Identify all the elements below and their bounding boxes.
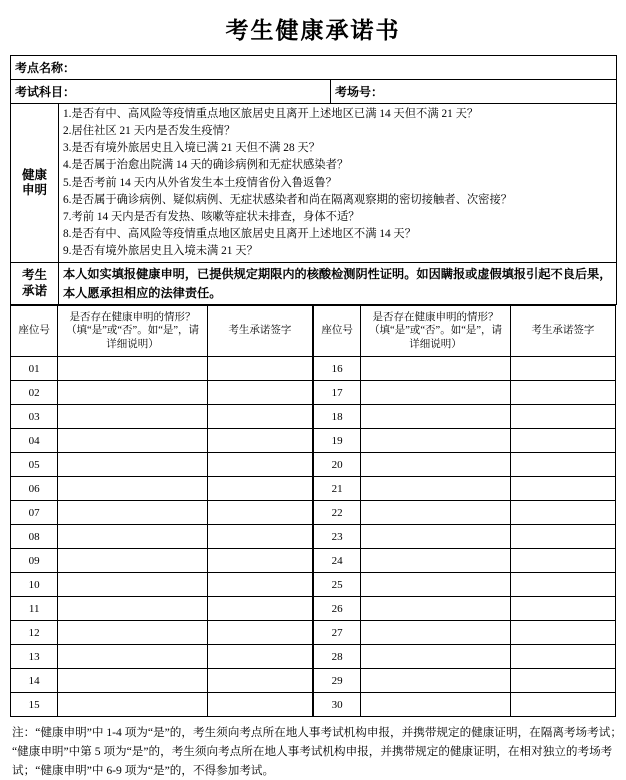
seat-no-cell: 01 [11,357,58,381]
declaration-item-3: 3.是否有境外旅居史且入境已满 21 天但不满 28 天？ [63,142,321,155]
subject-room-row [11,80,617,104]
declaration-cell[interactable] [361,645,510,669]
table-row [314,549,616,573]
seat-no-cell: 09 [11,549,58,573]
declaration-cell[interactable] [361,453,510,477]
table-row [314,669,616,693]
commitment-label: 考生 承诺 [11,263,59,305]
declaration-cell[interactable] [58,693,207,717]
declaration-header: 是否存在健康申明的情形？（填“是”或“否”。如“是”，请详细说明） [58,306,207,357]
seat-no-cell: 19 [314,429,361,453]
declaration-cell[interactable] [361,669,510,693]
signature-cell[interactable] [207,477,312,501]
signature-cell[interactable] [207,357,312,381]
declaration-header: 是否存在健康申明的情形？（填“是”或“否”。如“是”，请详细说明） [361,306,510,357]
signature-cell[interactable] [510,621,615,645]
table-row [11,669,313,693]
table-row [11,405,313,429]
declaration-item-2: 2.居住社区 21 天内是否发生疫情？ [63,125,236,138]
declaration-cell[interactable] [58,621,207,645]
table-row [314,693,616,717]
seat-no-cell: 04 [11,429,58,453]
declaration-cell[interactable] [361,525,510,549]
commitment-row [11,263,617,305]
signature-cell[interactable] [207,381,312,405]
declaration-cell[interactable] [58,597,207,621]
signature-cell[interactable] [510,693,615,717]
signature-cell[interactable] [207,669,312,693]
declaration-cell[interactable] [58,501,207,525]
declaration-cell[interactable] [58,645,207,669]
seat-no-cell: 23 [314,525,361,549]
seat-no-cell: 25 [314,573,361,597]
health-declaration-items [59,104,617,263]
footer-notes [10,717,622,780]
seat-no-cell: 11 [11,597,58,621]
signature-cell[interactable] [510,381,615,405]
note-line-3: 试；“健康申明”中 6-9 项为“是”的，不得参加考试。 [12,763,275,777]
signature-cell[interactable] [207,525,312,549]
signature-cell[interactable] [207,549,312,573]
declaration-item-9: 9.是否有境外旅居史且入境未满 21 天？ [63,245,258,258]
seat-no-cell: 21 [314,477,361,501]
declaration-cell[interactable] [58,381,207,405]
signature-cell[interactable] [510,525,615,549]
table-row [314,597,616,621]
table-row [314,525,616,549]
declaration-cell[interactable] [361,429,510,453]
signature-cell[interactable] [510,669,615,693]
seat-no-cell: 05 [11,453,58,477]
declaration-cell[interactable] [361,357,510,381]
table-row [314,621,616,645]
table-row [314,501,616,525]
signature-cell[interactable] [510,501,615,525]
seat-no-cell: 18 [314,405,361,429]
declaration-cell[interactable] [58,453,207,477]
seat-no-cell: 24 [314,549,361,573]
seat-no-cell: 14 [11,669,58,693]
seat-tables [10,305,616,717]
table-row [11,477,313,501]
declaration-cell[interactable] [58,477,207,501]
health-declaration-label: 健康 申明 [11,104,59,263]
declaration-item-6: 6.是否属于确诊病例、疑似病例、无症状感染者和尚在隔离观察期的密切接触者、次密接？ [63,193,513,206]
room-label: 考场号： [331,80,617,104]
seat-no-cell: 30 [314,693,361,717]
seat-no-cell: 28 [314,645,361,669]
table-row [11,621,313,645]
signature-cell[interactable] [207,597,312,621]
health-declaration-row [11,104,617,263]
note-line-1: 注：“健康申明”中 1-4 项为“是”的，考生须向考点所在地人事考试机构申报，并携带规定的健康证明，在隔离考场考试； [12,726,622,739]
signature-cell[interactable] [510,549,615,573]
table-row [11,381,313,405]
table-row [11,429,313,453]
signature-header: 考生承诺签字 [207,306,312,357]
form-table [10,55,617,305]
seat-no-cell: 03 [11,405,58,429]
seat-body-left [11,357,313,717]
signature-cell[interactable] [207,573,312,597]
seat-no-cell: 07 [11,501,58,525]
declaration-cell[interactable] [58,549,207,573]
seat-no-cell: 17 [314,381,361,405]
seat-no-header: 座位号 [314,306,361,357]
seat-no-cell: 26 [314,597,361,621]
seat-no-cell: 12 [11,621,58,645]
seat-table-right [313,305,616,717]
declaration-cell[interactable] [361,573,510,597]
table-row [11,597,313,621]
seat-no-cell: 06 [11,477,58,501]
declaration-cell[interactable] [361,621,510,645]
signature-cell[interactable] [207,429,312,453]
declaration-item-4: 4.是否属于治愈出院满 14 天的确诊病例和无症状感染者？ [63,159,349,172]
table-row [314,381,616,405]
table-row [314,645,616,669]
exam-site-label: 考点名称： [11,56,617,80]
signature-cell[interactable] [510,573,615,597]
table-row [314,357,616,381]
table-row [11,453,313,477]
seat-no-cell: 13 [11,645,58,669]
signature-header: 考生承诺签字 [510,306,615,357]
seat-table-left [10,305,313,717]
declaration-item-1: 1.是否有中、高风险等疫情重点地区旅居史且离开上述地区已满 14 天但不满 21 天？ [63,108,479,120]
declaration-cell[interactable] [58,669,207,693]
table-row [11,357,313,381]
table-row [314,405,616,429]
declaration-item-8: 8.是否有中、高风险等疫情重点地区旅居史且离开上述地区不满 14 天？ [63,228,417,241]
table-row [314,453,616,477]
table-row [314,477,616,501]
declaration-cell[interactable] [361,381,510,405]
seat-no-cell: 08 [11,525,58,549]
commitment-text: 本人如实填报健康申明，已提供规定期限内的核酸检测阴性证明。如因瞒报或虚假填报引起不良后果，本人愿承担相应的法律责任。 [59,263,617,305]
signature-cell[interactable] [207,693,312,717]
table-row [11,501,313,525]
table-row [314,573,616,597]
page-title: 考生健康承诺书 [225,18,401,43]
seat-no-cell: 27 [314,621,361,645]
seat-body-right [314,357,616,717]
exam-site-row [11,56,617,80]
declaration-cell[interactable] [361,693,510,717]
table-row [11,693,313,717]
signature-cell[interactable] [510,405,615,429]
table-row [314,429,616,453]
declaration-cell[interactable] [58,525,207,549]
table-row [11,525,313,549]
declaration-cell[interactable] [361,477,510,501]
signature-cell[interactable] [510,597,615,621]
signature-cell[interactable] [510,645,615,669]
signature-cell[interactable] [207,645,312,669]
signature-cell[interactable] [207,405,312,429]
declaration-cell[interactable] [58,429,207,453]
declaration-item-7: 7.考前 14 天内是否有发热、咳嗽等症状未排查，身体不适？ [63,210,360,223]
signature-cell[interactable] [207,501,312,525]
declaration-item-5: 5.是否考前 14 天内从外省发生本土疫情省份入鲁返鲁？ [63,176,337,189]
signature-cell[interactable] [510,357,615,381]
table-row [11,573,313,597]
seat-no-cell: 20 [314,453,361,477]
declaration-cell[interactable] [361,597,510,621]
seat-no-cell: 15 [11,693,58,717]
seat-no-cell: 16 [314,357,361,381]
declaration-cell[interactable] [58,405,207,429]
seat-header-row-right [314,306,616,357]
seat-no-cell: 02 [11,381,58,405]
declaration-cell[interactable] [361,549,510,573]
seat-header-row-left [11,306,313,357]
signature-cell[interactable] [207,621,312,645]
subject-label: 考试科目： [11,80,331,104]
table-row [11,549,313,573]
declaration-cell[interactable] [361,501,510,525]
declaration-cell[interactable] [361,405,510,429]
note-line-2: “健康申明”中第 5 项为“是”的，考生须向考点所在地人事考试机构申报，并携带规定的健康证明，在相对独立的考场考 [12,744,613,758]
declaration-cell[interactable] [58,357,207,381]
signature-cell[interactable] [510,453,615,477]
signature-cell[interactable] [510,477,615,501]
seat-no-cell: 10 [11,573,58,597]
table-row [11,645,313,669]
declaration-cell[interactable] [58,573,207,597]
signature-cell[interactable] [510,429,615,453]
seat-no-header: 座位号 [11,306,58,357]
signature-cell[interactable] [207,453,312,477]
seat-no-cell: 29 [314,669,361,693]
seat-no-cell: 22 [314,501,361,525]
